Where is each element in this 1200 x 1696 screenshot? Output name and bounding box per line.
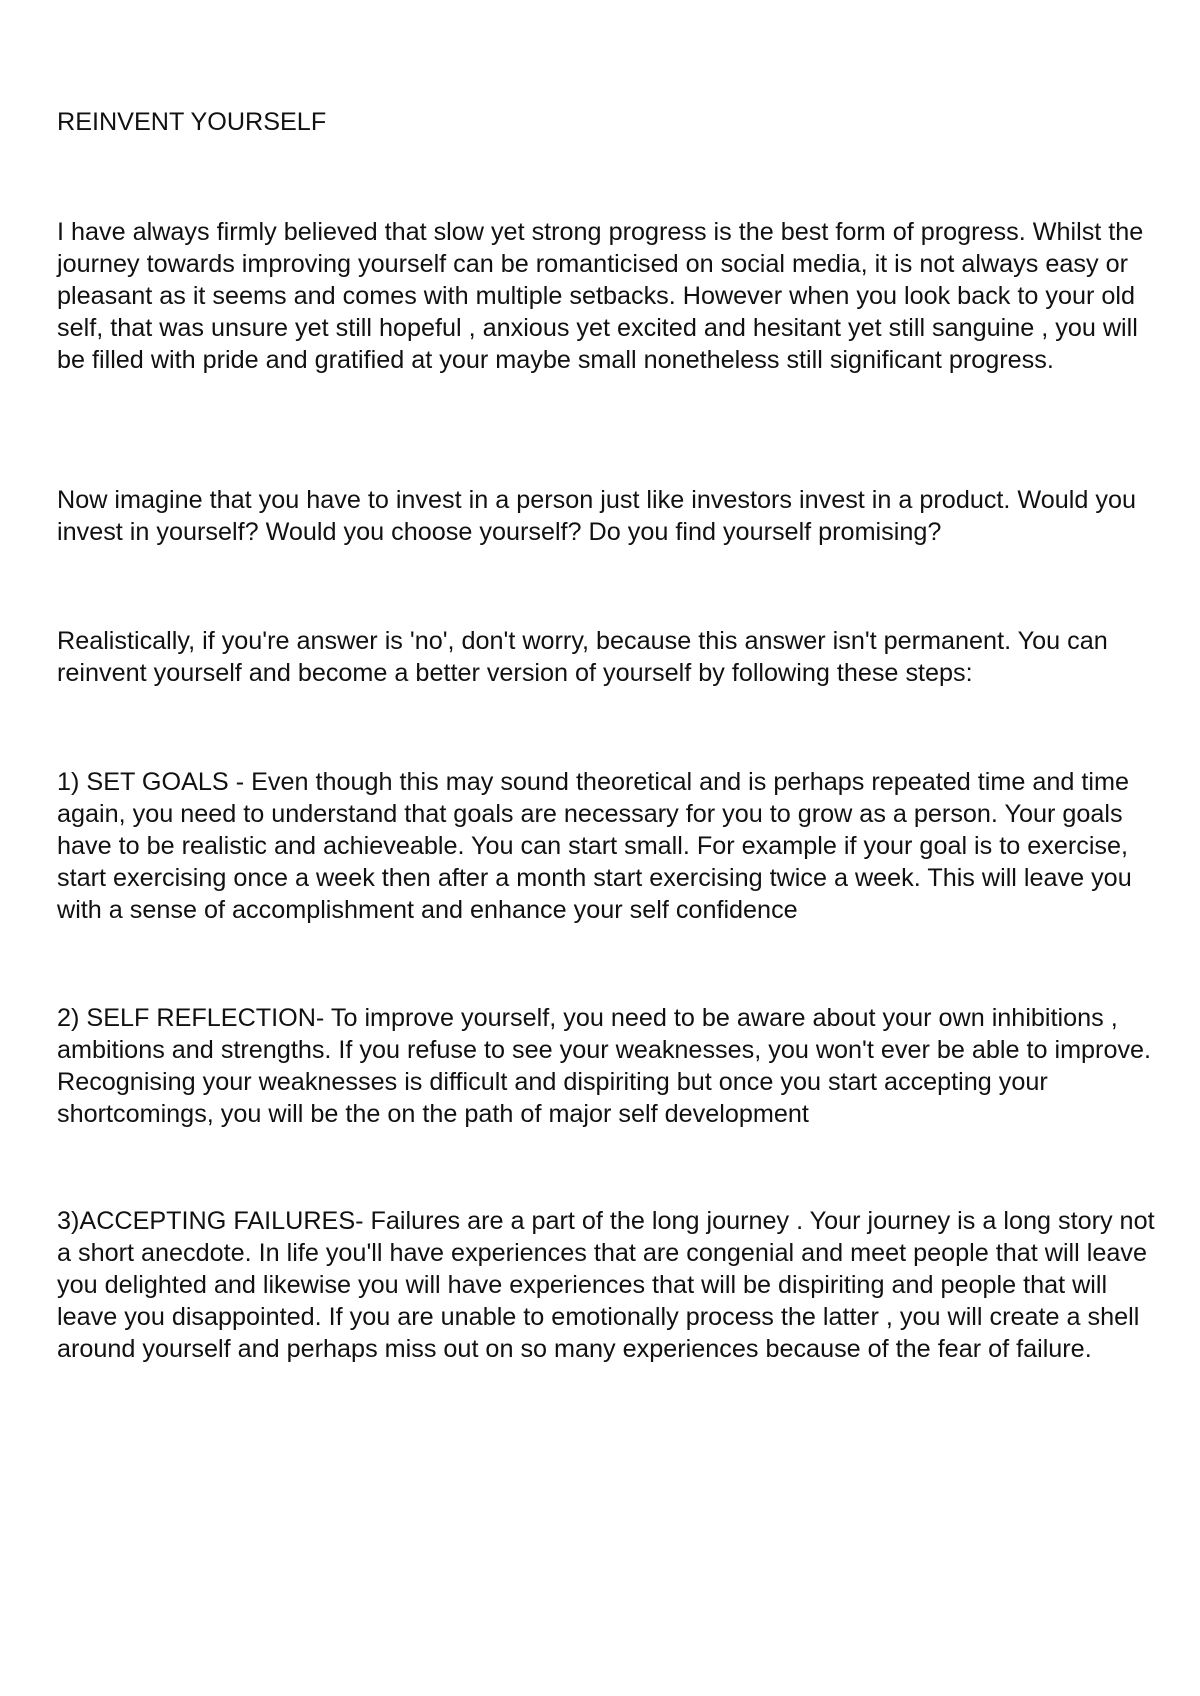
- page-title: REINVENT YOURSELF: [57, 108, 327, 136]
- paragraph-self-reflection: 2) SELF REFLECTION- To improve yourself, you need to be aware about your own inhibitions , ambitions and strengths. If you refuse to see your weaknesses, you won't ever be able to improve. Recognising your weaknesses is difficult and dispiriting but once you start accepting your shortcomings, you will be the on the path of major self development: [57, 1004, 1152, 1128]
- paragraph-intro: I have always firmly believed that slow yet strong progress is the best form of progress. Whilst the journey towards improving yourself can be romanticised on social media, it is not always easy or pleasant as it seems and comes with multiple setbacks. However when you look back to your old self, that was unsure yet still hopeful , anxious yet excited and hesitant yet still sanguine , you will be filled with pride and gratified at your maybe small nonetheless still significant progress.: [57, 218, 1144, 374]
- paragraph-accepting-failures: 3)ACCEPTING FAILURES- Failures are a part of the long journey . Your journey is a long story not a short anecdote. In life you'll have experiences that are congenial and meet people that will leave you delighted and likewise you will have experiences that will be dispiriting and people that will leave you disappointed. If you are unable to emotionally process the latter , you will create a shell around yourself and perhaps miss out on so many experiences because of the fear of failure.: [57, 1207, 1155, 1363]
- paragraph-realistically: Realistically, if you're answer is 'no', don't worry, because this answer isn't permanent. You can reinvent yourself and become a better version of yourself by following these steps:: [57, 627, 1108, 687]
- paragraph-set-goals: 1) SET GOALS - Even though this may sound theoretical and is perhaps repeated time and time again, you need to understand that goals are necessary for you to grow as a person. Your goals have to be realistic and achieveable. You can start small. For example if your goal is to exercise, start exercising once a week then after a month start exercising twice a week. This will leave you with a sense of accomplishment and enhance your self confidence: [57, 768, 1132, 924]
- paragraph-invest: Now imagine that you have to invest in a person just like investors invest in a product. Would you invest in yourself? Would you choose yourself? Do you find yourself promising?: [57, 486, 1136, 546]
